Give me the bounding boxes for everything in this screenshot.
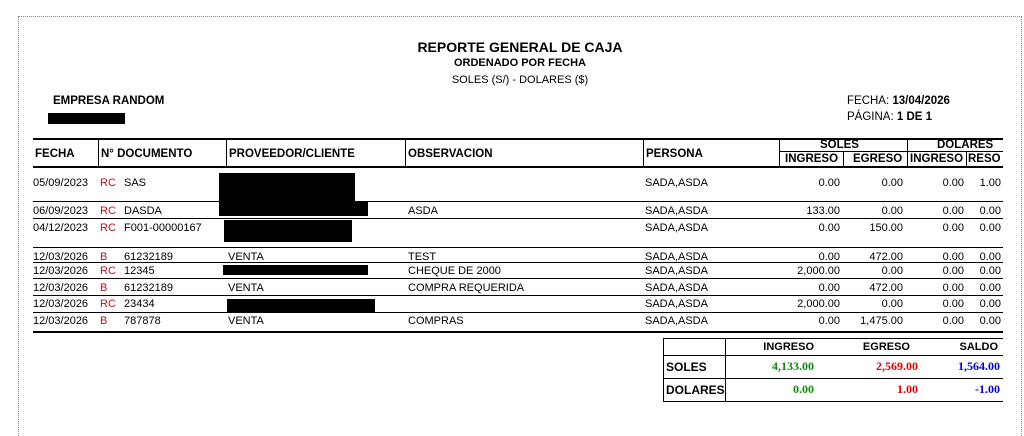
redacted-block [223, 265, 368, 275]
cell-s_eg: 0.00 [881, 205, 903, 217]
header-soles: SOLES [820, 139, 859, 151]
cell-doc: 61232189 [124, 251, 173, 263]
cell-s_eg: 0.00 [881, 298, 903, 310]
cell-doc: F001-00000167 [124, 222, 202, 234]
cell-proveedor: VENTA [228, 315, 264, 327]
cell-d_eg: 0.00 [979, 315, 1001, 327]
cell-persona: SADA,ASDA [645, 265, 708, 277]
report-date-label: FECHA: [847, 95, 890, 107]
cell-s_in: 2,000.00 [797, 298, 840, 310]
col-divider [226, 139, 227, 166]
col-divider [98, 139, 99, 166]
cell-s_in: 0.00 [818, 177, 840, 189]
cell-d_eg: 0.00 [979, 265, 1001, 277]
cell-tipo: B [100, 315, 108, 327]
cell-tipo: RC [100, 222, 116, 234]
summary-soles-ingreso: 4,133.00 [772, 359, 814, 373]
summary-border [663, 401, 1003, 402]
cell-persona: SADA,ASDA [645, 251, 708, 263]
cell-d_in: 0.00 [942, 298, 964, 310]
cell-observacion: COMPRAS [408, 315, 464, 327]
report-page-value: 1 DE 1 [896, 111, 933, 123]
cell-doc: 61232189 [124, 282, 173, 294]
cell-tipo: RC [100, 298, 116, 310]
cell-s_eg: 472.00 [869, 282, 903, 294]
redacted-block [227, 299, 375, 313]
cell-fecha: 12/03/2026 [33, 251, 89, 263]
cell-persona: SADA,ASDA [645, 222, 708, 234]
header-dolares-ingreso: INGRESO [910, 153, 964, 165]
report-page-label: PÁGINA: [847, 111, 894, 123]
summary-dolares-ingreso: 0.00 [793, 382, 814, 396]
cell-observacion: ASDA [408, 205, 438, 217]
cell-fecha: 06/09/2023 [33, 205, 89, 217]
summary-header-saldo: SALDO [959, 341, 998, 353]
cell-doc: DASDA [124, 205, 162, 217]
cell-persona: SADA,ASDA [645, 177, 708, 189]
cell-observacion: COMPRA REQUERIDA [408, 282, 525, 294]
row-separator [33, 312, 1003, 313]
summary-border [725, 338, 726, 402]
col-divider [405, 139, 406, 166]
summary-dolares-egreso: 1.00 [897, 382, 918, 396]
summary-dolares-label: DOLARES [666, 383, 725, 397]
cell-tipo: B [100, 251, 108, 263]
cell-s_in: 2,000.00 [797, 265, 840, 277]
summary-soles-egreso: 2,569.00 [876, 359, 918, 373]
cell-tipo: B [100, 282, 108, 294]
cell-s_in: 0.00 [818, 282, 840, 294]
report-subtitle: ORDENADO POR FECHA [453, 57, 586, 69]
cell-doc: 12345 [124, 265, 155, 277]
table-bottom-rule [33, 331, 1003, 333]
cell-d_eg: 0.00 [979, 205, 1001, 217]
row-separator [33, 201, 1003, 202]
summary-dolares-saldo: -1.00 [975, 382, 1000, 396]
col-divider [966, 152, 967, 166]
report-date [847, 95, 950, 107]
col-divider [643, 139, 644, 166]
col-divider [843, 152, 844, 166]
cell-s_eg: 1,475.00 [860, 315, 903, 327]
redacted-block [219, 202, 368, 216]
header-proveedor: PROVEEDOR/CLIENTE [229, 148, 355, 160]
cell-d_eg: 1.00 [979, 177, 1001, 189]
header-soles-ingreso: INGRESO [785, 153, 839, 165]
cell-d_in: 0.00 [942, 251, 964, 263]
summary-border [663, 378, 1003, 379]
summary-header-egreso: EGRESO [862, 341, 910, 353]
cell-doc: 23434 [124, 298, 155, 310]
cell-observacion: CHEQUE DE 2000 [408, 265, 501, 277]
summary-border [663, 338, 664, 402]
summary-border [663, 338, 1003, 339]
cell-fecha: 12/03/2026 [33, 282, 89, 294]
cell-tipo: RC [100, 265, 116, 277]
cell-d_eg: 0.00 [979, 222, 1001, 234]
row-separator [33, 262, 1003, 263]
summary-soles-label: SOLES [666, 360, 707, 374]
table-header-rule [33, 166, 1003, 168]
header-soles-egreso: EGRESO [853, 153, 903, 165]
company-name: EMPRESA RANDOM [53, 95, 165, 107]
cell-d_eg: 0.00 [979, 282, 1001, 294]
cell-s_eg: 150.00 [869, 222, 903, 234]
cell-fecha: 05/09/2023 [33, 177, 89, 189]
cell-s_eg: 0.00 [881, 177, 903, 189]
cell-d_in: 0.00 [942, 205, 964, 217]
cell-d_in: 0.00 [942, 177, 964, 189]
cell-doc: SAS [124, 177, 147, 189]
cell-s_in: 133.00 [806, 205, 840, 217]
cell-s_eg: 472.00 [869, 251, 903, 263]
cell-d_eg: 0.00 [979, 251, 1001, 263]
summary-header-ingreso: INGRESO [763, 341, 814, 353]
cell-d_in: 0.00 [942, 282, 964, 294]
report-title: REPORTE GENERAL DE CAJA [417, 39, 623, 55]
cell-fecha: 12/03/2026 [33, 298, 89, 310]
cell-doc: 787878 [124, 315, 161, 327]
row-separator [33, 218, 1003, 219]
cell-s_in: 0.00 [818, 315, 840, 327]
summary-border [663, 355, 1003, 356]
redacted-block [48, 113, 125, 124]
redacted-block [219, 173, 355, 201]
currency-group-rule [779, 151, 1003, 152]
header-observacion: OBSERVACION [408, 148, 493, 160]
cell-d_in: 0.00 [942, 265, 964, 277]
report-page-number [847, 111, 932, 123]
header-documento: N° DOCUMENTO [101, 148, 193, 160]
cell-s_in: 0.00 [818, 222, 840, 234]
header-dolares: DOLARES [937, 139, 994, 151]
cell-s_eg: 0.00 [881, 265, 903, 277]
header-dolares-egreso: RESO [968, 153, 1001, 165]
cell-tipo: RC [100, 177, 116, 189]
cell-fecha: 04/12/2023 [33, 222, 89, 234]
cell-d_in: 0.00 [942, 315, 964, 327]
cell-fecha: 12/03/2026 [33, 315, 89, 327]
cell-proveedor: VENTA [228, 282, 264, 294]
cell-s_in: 0.00 [818, 251, 840, 263]
report-date-value: 13/04/2026 [892, 95, 950, 107]
cell-persona: SADA,ASDA [645, 298, 708, 310]
header-fecha: FECHA [35, 148, 75, 160]
cell-tipo: RC [100, 205, 116, 217]
report-currency-line: SOLES (S/) - DOLARES ($) [451, 74, 589, 86]
cell-proveedor: VENTA [228, 251, 264, 263]
redacted-block [224, 220, 352, 242]
cell-fecha: 12/03/2026 [33, 265, 89, 277]
row-separator [33, 295, 1003, 296]
summary-soles-saldo: 1,564.00 [958, 359, 1000, 373]
cell-d_in: 0.00 [942, 222, 964, 234]
cell-observacion: TEST [408, 251, 437, 263]
cell-d_eg: 0.00 [979, 298, 1001, 310]
col-divider [779, 139, 780, 166]
cell-persona: SADA,ASDA [645, 315, 708, 327]
row-separator [33, 278, 1003, 279]
col-divider [907, 139, 908, 166]
cell-persona: SADA,ASDA [645, 282, 708, 294]
header-persona: PERSONA [646, 148, 703, 160]
cell-persona: SADA,ASDA [645, 205, 708, 217]
row-separator [33, 247, 1003, 248]
